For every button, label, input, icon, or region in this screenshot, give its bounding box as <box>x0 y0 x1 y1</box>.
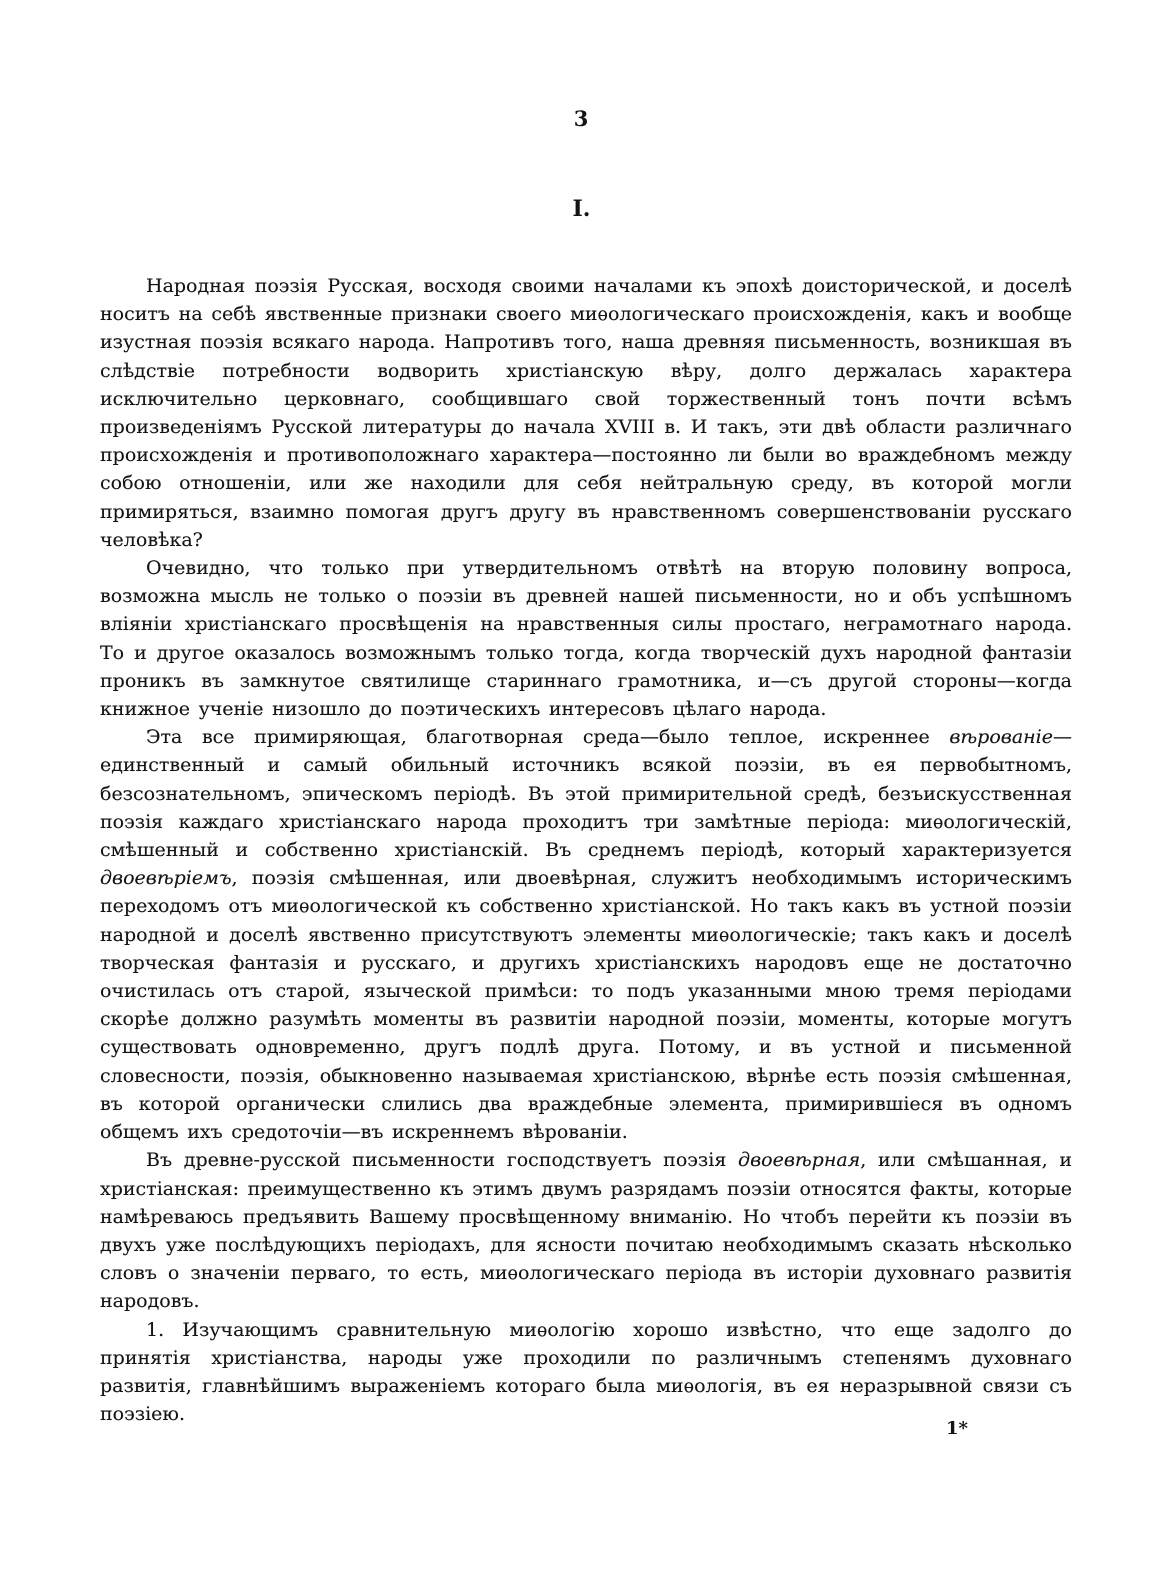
text-run: Народная поэзія Русская, восходя своими началами къ эпохѣ доисторической, и доселѣ носитъ на себѣ явственные признаки своего миѳологическаго происхожденія, какъ и вообще изустная поэзія всякаго народа. Напротивъ того, наша древняя письменность, возникшая въ слѣдствіе потребности водворить христіанскую вѣру, долго держалась характера исключительно церковнаго, сообщившаго свой торжественный тонъ почти всѣмъ произведеніямъ Русской литературы до начала XVIII в. И такъ, эти двѣ области различнаго происхожденія и противоположнаго характера—постоянно ли были во враждебномъ между собою отношеніи, или же находили для себя нейтральную среду, въ которой могли примиряться, взаимно помогая другъ другу въ нравственномъ совершенствованіи русскаго человѣка? <box>100 275 1072 551</box>
paragraph <box>100 1146 1072 1315</box>
text-run: Очевидно, что только при утвердительномъ отвѣтѣ на вторую половину вопроса, возможна мысль не только о поэзіи въ древней нашей письменности, но и объ успѣшномъ вліяніи христіанскаго просвѣщенія на нравственныя силы простаго, неграмотнаго народа. То и другое оказалось возможнымъ только тогда, когда творческій духъ народной фантазіи проникъ въ замкнутое святилище стариннаго грамотника, и—съ другой стороны—когда книжное ученіе низошло до поэтическихъ интересовъ цѣлаго народа. <box>100 557 1072 721</box>
body-text <box>100 272 1072 1428</box>
text-run: , поэзія смѣшенная, или двоевѣрная, служитъ необходимымъ историческимъ переходомъ отъ миѳологической къ собственно христіанской. Но такъ какъ въ устной поэзіи народной и доселѣ явственно присутствуютъ элементы миѳологическіе; такъ какъ и доселѣ творческая фантазія и русскаго, и другихъ христіанскихъ народовъ еще не достаточно очистилась отъ старой, языческой примѣси: то подъ указанными мною тремя періодами скорѣе должно разумѣть моменты въ развитіи народной поэзіи, моменты, которые могутъ существовать одновременно, другъ подлѣ друга. Потому, и въ устной и письменной словесности, поэзія, обыкновенно называемая христіанскою, вѣрнѣе есть поэзія смѣшенная, въ которой органически слились два враждебные элемента, примирившіеся въ одномъ общемъ ихъ средоточіи—въ искреннемъ вѣрованіи. <box>100 867 1072 1144</box>
section-heading: I. <box>572 196 591 222</box>
text-run: —единственный и самый обильный источникъ всякой поэзіи, въ ея первобытномъ, безсознательномъ, эпическомъ періодѣ. Въ этой примирительной средѣ, безъискусственная поэзія каждаго христіанскаго народа проходитъ три замѣтные періода: миѳологическій, смѣшенный и собственно христіанскій. Въ среднемъ періодѣ, который характеризуется <box>100 726 1072 862</box>
text-run: 1. Изучающимъ сравнительную миѳологію хорошо извѣстно, что еще задолго до принятія христіанства, народы уже проходили по различнымъ степенямъ духовнаго развитія, главнѣйшимъ выраженіемъ котораго была миѳологія, въ ея неразрывной связи съ поэзіею. <box>100 1318 1072 1426</box>
italic-text-run: вѣрованіе <box>949 726 1053 749</box>
paragraph <box>100 1316 1072 1429</box>
paragraph <box>100 723 1072 1146</box>
page-number: 3 <box>573 106 590 131</box>
paragraph <box>100 554 1072 723</box>
text-run: Въ древне-русской письменности господствуетъ поэзія <box>146 1149 739 1172</box>
italic-text-run: двоевѣрная <box>738 1149 861 1172</box>
signature-mark: 1* <box>946 1418 968 1439</box>
italic-text-run: двоевѣріемъ <box>100 867 232 890</box>
text-run: Эта все примиряющая, благотворная среда—было теплое, искреннее <box>146 726 950 749</box>
text-run: , или смѣшанная, и христіанская: преимущественно къ этимъ двумъ разрядамъ поэзіи относятся факты, которые намѣреваюсь предъявить Вашему просвѣщенному вниманію. Но чтобъ перейти къ поэзіи въ двухъ уже послѣдующихъ періодахъ, для ясности почитаю необходимымъ сказать нѣсколько словъ о значеніи перваго, то есть, миѳологическаго періода въ исторіи духовнаго развитія народовъ. <box>100 1149 1072 1313</box>
paragraph <box>100 272 1072 554</box>
